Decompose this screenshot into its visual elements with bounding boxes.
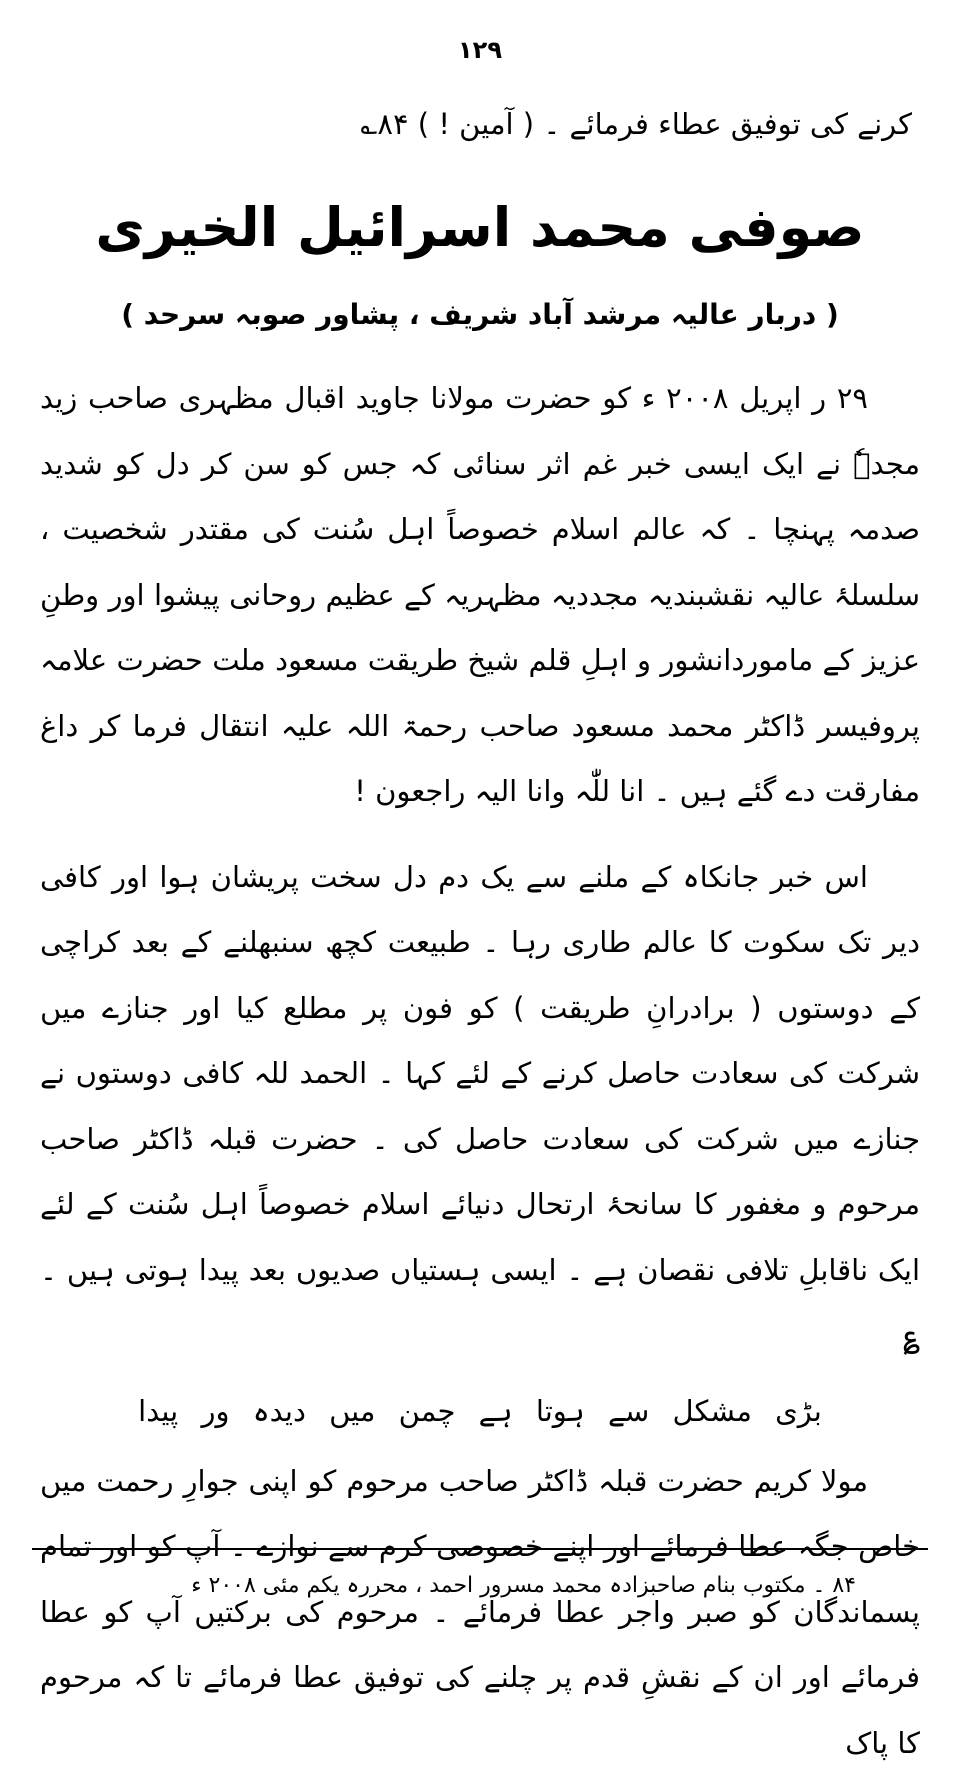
paragraph-prayer: مولا کریم حضرت قبلہ ڈاکٹر صاحب مرحوم کو اپنی جوارِ رحمت میں خاص جگہ عطا فرمائے اور اپنے خصوصی کرم سے نوازے ۔ آپ کو اور تمام پسماندگان کو صبر واجر عطا فرمائے ۔ مرحوم کی برکتیں آپ کو عطا فرمائے اور ان کے نقشِ قدم پر چلنے کی توفیق عطا فرمائے تا کہ مرحوم کا پاک <box>40 1449 920 1776</box>
verse-line: بڑی مشکل سے ہوتا ہے چمن میں دیدہ ور پیدا <box>40 1381 920 1441</box>
section-title: صوفی محمد اسرائیل الخیری <box>0 188 960 268</box>
body-text <box>40 366 920 1776</box>
continuation-line: کرنے کی توفیق عطاء فرمائے ۔ ( آمین ! ) ۸۴؎ <box>40 100 912 148</box>
section-subtitle: ( دربار عالیہ مرشد آباد شریف ، پشاور صوبہ سرحد ) <box>0 292 960 338</box>
page-number: ۱۲۹ <box>0 36 960 64</box>
paragraph-news: ۲۹ ر اپریل ۲۰۰۸ ء کو حضرت مولانا جاوید اقبال مظہری صاحب زید مجدہٗ نے ایک ایسی خبر غم اثر سنائی کہ جس کو سن کر دل کو شدید صدمہ پہنچا ۔ کہ عالم اسلام خصوصاً اہل سُنت کی مقتدر شخصیت ، سلسلۂ عالیہ نقشبندیہ مجددیہ مظہریہ کے عظیم روحانی پیشوا اور وطنِ عزیز کے ماموردانشور و اہلِ قلم شیخ طریقت مسعود ملت حضرت علامہ پروفیسر ڈاکٹر محمد مسعود صاحب رحمۃ اللہ علیہ انتقال فرما کر داغ مفارقت دے گئے ہیں ۔ انا للّٰہ وانا الیہ راجعون ! <box>40 366 920 825</box>
paragraph-reaction: اس خبر جانکاہ کے ملنے سے یک دم دل سخت پریشان ہوا اور کافی دیر تک سکوت کا عالم طاری رہا ۔ طبیعت کچھ سنبھلنے کے بعد کراچی کے دوستوں ( برادرانِ طریقت ) کو فون پر مطلع کیا اور جنازے میں شرکت کی سعادت حاصل کرنے کے لئے کہا ۔ الحمد للہ کافی دوستوں نے جنازے میں شرکت کی سعادت حاصل کی ۔ حضرت قبلہ ڈاکٹر صاحب مرحوم و مغفور کا سانحۂ ارتحال دنیائے اسلام خصوصاً اہل سُنت کے لئے ایک ناقابلِ تلافی نقصان ہے ۔ ایسی ہستیاں صدیوں بعد پیدا ہوتی ہیں ۔ ؏ <box>40 845 920 1369</box>
footnote: ۸۴ ۔ مکتوب بنام صاحبزادہ محمد مسرور احمد ، محررہ یکم مئی ۲۰۰۸ ء <box>40 1566 856 1606</box>
footnote-divider <box>32 1548 928 1550</box>
